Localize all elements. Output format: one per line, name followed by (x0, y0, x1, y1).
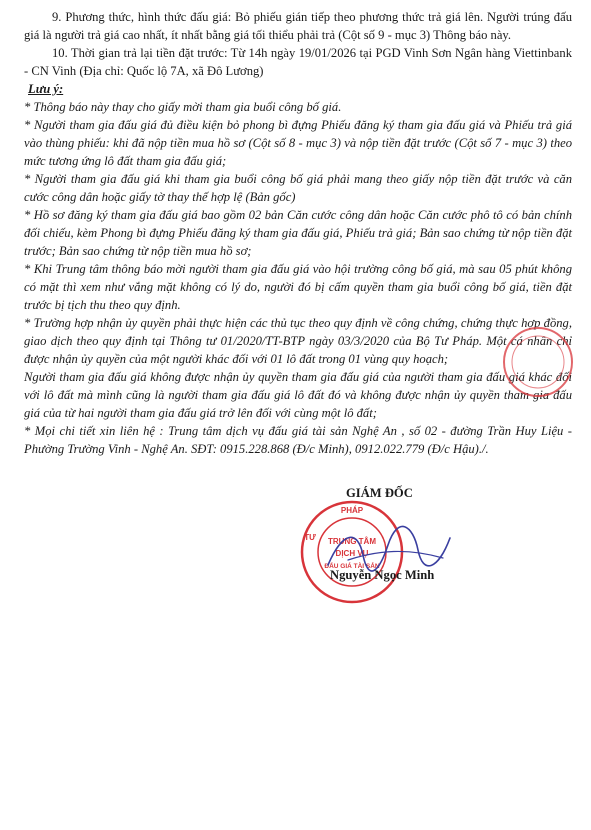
document-page (24, 8, 572, 458)
official-seal-icon (296, 496, 408, 608)
note-item: Người tham gia đấu giá không được nhận ủy quyền tham gia đấu giá của người tham gia đấu giá khác đối với lô đất mà mình cũng là người tham gia đấu giá lô đất đó và không được nhận ủy quyền tham gia đấu giá của từ hai người tham gia đấu giá trở lên đối với cùng một lô đất; (24, 370, 572, 420)
stamp-line-2: DỊCH VỤ (335, 549, 369, 558)
note-item: * Thông báo này thay cho giấy mời tham gia buổi công bố giá. (24, 100, 342, 114)
note-item: * Mọi chi tiết xin liên hệ : Trung tâm dịch vụ đấu giá tài sản Nghệ An , số 02 - đường Trần Huy Liệu - Phường Trường Vinh - Nghệ An. SĐT: 0915.228.868 (Đ/c Minh), 0912.022.779 (Đ/c Hậu)./. (24, 424, 572, 456)
paragraph-deposit-refund: 10. Thời gian trả lại tiền đặt trước: Từ 14h ngày 19/01/2026 tại PGD Vinh Sơn Ngân hàng Viettinbank - CN Vinh (Địa chỉ: Quốc lộ 7A, xã Đô Lương) (24, 46, 572, 78)
stamp-line-1: TRUNG TÂM (328, 537, 376, 546)
note-item: * Khi Trung tâm thông báo mời người tham gia đấu giá vào hội trường công bố giá, mà sau 05 phút không có mặt thì xem như vắng mặt không có lý do, người đó bị cấm quyền tham gia buổi công bố giá, tiền đặt trước bị tịch thu theo quy định. (24, 262, 572, 312)
stamp-top-text: PHÁP (340, 506, 364, 515)
signer-name: Nguyễn Ngọc Minh (330, 568, 435, 582)
note-item: * Người tham gia đấu giá khi tham gia buổi công bố giá phải mang theo giấy nộp tiền đặt trước và căn cước công dân hoặc giấy tờ thay thế hợp lệ (Bản gốc) (24, 172, 572, 204)
notes-title: Lưu ý: (28, 82, 64, 96)
note-item: * Hồ sơ đăng ký tham gia đấu giá bao gồm 02 bản Căn cước công dân hoặc Căn cước phô tô có bản chính đối chiếu, kèm Phong bì đựng Phiếu đăng ký tham gia đấu giá, Phiếu trả giá; Bản sao chứng từ nộp tiền đặt trước; Bản sao chứng từ nộp tiền mua hồ sơ; (24, 208, 572, 258)
note-item: * Trường hợp nhận ủy quyền phải thực hiện các thủ tục theo quy định về công chứng, chứng thực hợp đồng, giao dịch theo quy định tại Thông tư 01/2020/TT-BTP ngày 03/3/2020 của Bộ Tư Pháp. Một cá nhân chỉ được nhận ủy quyền của một người khác đối với 01 lô đất trong 01 vùng quy hoạch; (24, 316, 572, 366)
director-title: GIÁM ĐỐC (346, 486, 413, 500)
signature-icon (318, 520, 458, 580)
stamp-line-3: ĐẤU GIÁ TÀI SẢN (324, 563, 380, 570)
note-item: * Người tham gia đấu giá đủ điều kiện bỏ phong bì đựng Phiếu đăng ký tham gia đấu giá và Phiếu trả giá vào thùng phiếu: khi đã nộp tiền mua hồ sơ (Cột số 8 - mục 3) và nộp tiền đặt trước (Cột số 7 - mục 3) theo mức tương ứng lô đất tham gia đấu giá; (24, 118, 572, 168)
notes-list (24, 98, 572, 458)
paragraph-auction-method: 9. Phương thức, hình thức đấu giá: Bỏ phiếu gián tiếp theo phương thức trả giá lên. Người trúng đấu giá là người trả giá cao nhất, ít nhất bằng giá tối thiểu phải trả (Cột số 9 - mục 3) Thông báo này. (24, 10, 572, 42)
stamp-left-text: TƯ (304, 533, 316, 542)
